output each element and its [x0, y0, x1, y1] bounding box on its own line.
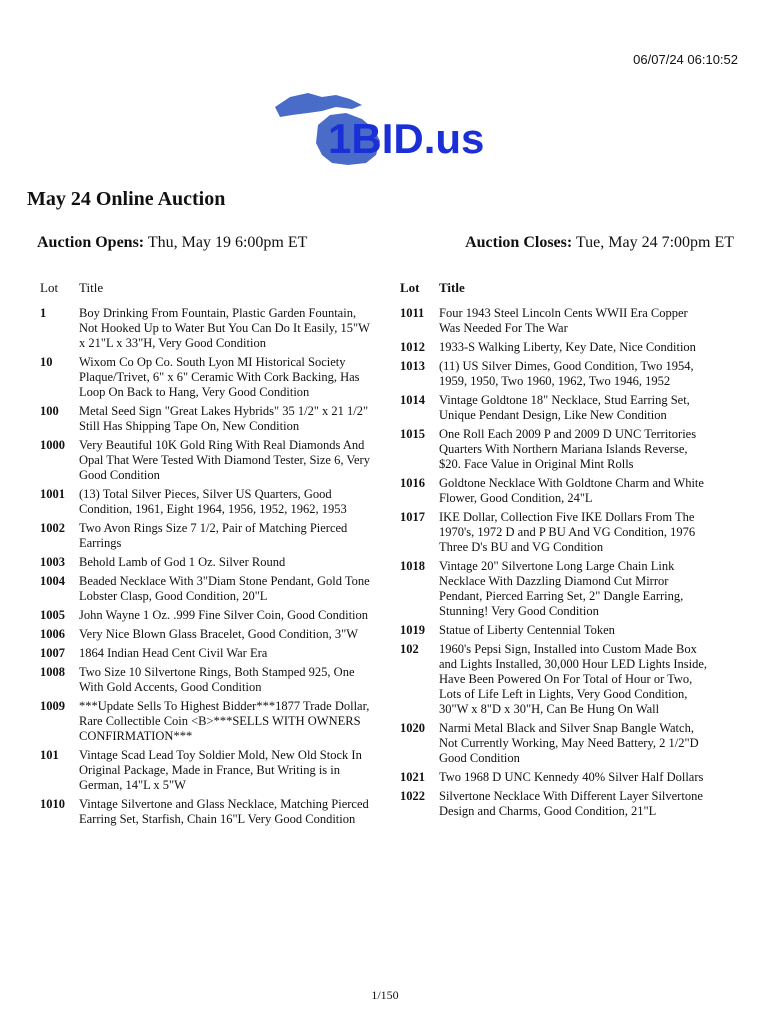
lot-row — [40, 574, 370, 604]
column-header — [40, 280, 370, 296]
lot-number: 1005 — [40, 608, 65, 622]
lot-title: John Wayne 1 Oz. .999 Fine Silver Coin, Good Condition — [79, 608, 369, 622]
lot-header: Lot — [40, 280, 59, 295]
lot-number: 100 — [40, 404, 59, 418]
lot-row — [400, 359, 710, 389]
lot-title: Wixom Co Op Co. South Lyon MI Historical Society Plaque/Trivet, 6" x 6" Ceramic With Cork Backing, Has Loop On Back to Hang, Very Good Condition — [79, 355, 360, 399]
lot-number: 1015 — [400, 427, 425, 441]
lot-header: Lot — [400, 280, 420, 295]
site-logo — [270, 85, 510, 165]
lot-number: 1009 — [40, 699, 65, 713]
lot-number: 10 — [40, 355, 53, 369]
lot-number: 101 — [40, 748, 59, 762]
lot-row — [40, 627, 370, 642]
lot-title: Very Beautiful 10K Gold Ring With Real Diamonds And Opal That Were Tested With Diamond Tester, Size 6, Very Good Condition — [79, 438, 370, 482]
lot-row — [40, 665, 370, 695]
lot-number: 1006 — [40, 627, 65, 641]
lot-number: 1002 — [40, 521, 65, 535]
lot-title: IKE Dollar, Collection Five IKE Dollars From The 1970's, 1972 D and P BU And VG Condition, 1976 Three D's BU and VG Condition — [439, 510, 696, 554]
lot-row — [400, 340, 710, 355]
lot-number: 1 — [40, 306, 47, 320]
lot-number: 1016 — [400, 476, 425, 490]
title-header: Title — [79, 280, 104, 295]
lot-title: One Roll Each 2009 P and 2009 D UNC Territories Quarters With Northern Mariana Islands Reverse, $20. Face Value in Original Mint Rolls — [439, 427, 697, 471]
lot-title: Silvertone Necklace With Different Layer Silvertone Design and Charms, Good Condition, 21"L — [439, 789, 703, 818]
opens-value: Thu, May 19 6:00pm ET — [147, 234, 308, 251]
lot-number: 1017 — [400, 510, 425, 524]
lot-row — [40, 748, 370, 793]
closes-label: Auction Closes: — [465, 234, 573, 251]
lot-number: 1020 — [400, 721, 425, 735]
lot-row — [40, 555, 370, 570]
auction-opens — [37, 234, 307, 252]
closes-value: Tue, May 24 7:00pm ET — [575, 234, 734, 251]
page-title: May 24 Online Auction — [27, 188, 226, 210]
lot-title: Two Avon Rings Size 7 1/2, Pair of Matching Pierced Earrings — [79, 521, 348, 550]
lot-title: Two 1968 D UNC Kennedy 40% Silver Half Dollars — [439, 770, 704, 784]
lot-row — [400, 393, 710, 423]
page-number: 1/150 — [371, 988, 399, 1002]
print-timestamp: 06/07/24 06:10:52 — [633, 52, 738, 67]
lot-title: Behold Lamb of God 1 Oz. Silver Round — [79, 555, 286, 569]
lot-number: 1010 — [40, 797, 65, 811]
lot-row — [40, 699, 370, 744]
lot-row — [400, 559, 710, 619]
lot-title: (11) US Silver Dimes, Good Condition, Two 1954, 1959, 1950, Two 1960, 1962, Two 1946, 1952 — [439, 359, 694, 388]
lot-row — [40, 355, 370, 400]
lot-title: Metal Seed Sign "Great Lakes Hybrids" 35 1/2" x 21 1/2" Still Has Shipping Tape On, New Condition — [79, 404, 369, 433]
lot-title: Vintage 20" Silvertone Long Large Chain Link Necklace With Dazzling Diamond Cut Mirror Pendant, Pierced Earring Set, 2" Dangle Earring, Stunning! Very Good Condition — [439, 559, 684, 618]
column-header — [400, 280, 710, 296]
lot-row — [400, 510, 710, 555]
lot-number: 1019 — [400, 623, 425, 637]
lot-row — [400, 642, 710, 717]
lot-list-left — [40, 280, 370, 831]
lot-title: Two Size 10 Silvertone Rings, Both Stamped 925, One With Gold Accents, Good Condition — [79, 665, 355, 694]
lot-title: 1933-S Walking Liberty, Key Date, Nice Condition — [439, 340, 696, 354]
michigan-map-icon — [270, 85, 510, 165]
lot-title: Narmi Metal Black and Silver Snap Bangle Watch, Not Currently Working, May Need Battery, 2 1/2"D Good Condition — [439, 721, 699, 765]
lot-row — [40, 306, 370, 351]
lot-title: 1960's Pepsi Sign, Installed into Custom Made Box and Lights Installed, 30,000 Hour LED Lights Inside, Have Been Powered On For Total of Hour or Two, Lots of Life Left in Lights, Very Good Condition, 30"W x 8"D x 30"H, Can Be Hung On Wall — [439, 642, 708, 716]
lot-number: 1021 — [400, 770, 425, 784]
lot-row — [400, 789, 710, 819]
lot-title: Four 1943 Steel Lincoln Cents WWII Era Copper Was Needed For The War — [439, 306, 688, 335]
lot-title: 1864 Indian Head Cent Civil War Era — [79, 646, 268, 660]
title-header: Title — [439, 280, 465, 295]
lot-number: 1012 — [400, 340, 425, 354]
lot-row — [40, 646, 370, 661]
lot-row — [400, 770, 710, 785]
lot-number: 1007 — [40, 646, 65, 660]
lot-number: 1014 — [400, 393, 425, 407]
lot-row — [40, 521, 370, 551]
logo-text: 1BID.us — [328, 115, 485, 162]
lot-row — [400, 476, 710, 506]
lot-title: ***Update Sells To Highest Bidder***1877 Trade Dollar, Rare Collectible Coin <B>***SELLS WITH OWNERS CONFIRMATION*** — [79, 699, 370, 743]
lot-title: Statue of Liberty Centennial Token — [439, 623, 615, 637]
lot-row — [400, 623, 710, 638]
lot-number: 102 — [400, 642, 419, 656]
lot-title: Beaded Necklace With 3"Diam Stone Pendant, Gold Tone Lobster Clasp, Good Condition, 20"L — [79, 574, 370, 603]
lot-title: Goldtone Necklace With Goldtone Charm and White Flower, Good Condition, 24"L — [439, 476, 704, 505]
lot-row — [400, 427, 710, 472]
lot-title: Vintage Scad Lead Toy Soldier Mold, New Old Stock In Original Package, Made in France, But Writing is in German, 14"L x 5"W — [79, 748, 362, 792]
lot-number: 1001 — [40, 487, 65, 501]
lot-number: 1018 — [400, 559, 425, 573]
opens-label: Auction Opens: — [37, 234, 145, 251]
auction-closes — [465, 234, 734, 252]
lot-row — [40, 438, 370, 483]
lot-row — [40, 608, 370, 623]
lot-number: 1011 — [400, 306, 425, 320]
lot-row — [400, 306, 710, 336]
lot-list-right — [400, 280, 710, 823]
lot-row — [400, 721, 710, 766]
lot-title: Vintage Goldtone 18" Necklace, Stud Earring Set, Unique Pendant Design, Like New Condition — [439, 393, 690, 422]
lot-title: Vintage Silvertone and Glass Necklace, Matching Pierced Earring Set, Starfish, Chain 16"L Very Good Condition — [79, 797, 369, 826]
lot-number: 1000 — [40, 438, 65, 452]
lot-row — [40, 487, 370, 517]
lot-row — [40, 797, 370, 827]
lot-title: (13) Total Silver Pieces, Silver US Quarters, Good Condition, 1961, Eight 1964, 1956, 1952, 1962, 1953 — [79, 487, 347, 516]
lot-number: 1004 — [40, 574, 65, 588]
lot-number: 1003 — [40, 555, 65, 569]
lot-number: 1022 — [400, 789, 425, 803]
lot-title: Very Nice Blown Glass Bracelet, Good Condition, 3"W — [79, 627, 359, 641]
lot-title: Boy Drinking From Fountain, Plastic Garden Fountain, Not Hooked Up to Water But You Can Do It Easily, 15"W x 21"L x 33"H, Very Good Condition — [79, 306, 370, 350]
lot-number: 1008 — [40, 665, 65, 679]
lot-row — [40, 404, 370, 434]
lot-number: 1013 — [400, 359, 425, 373]
